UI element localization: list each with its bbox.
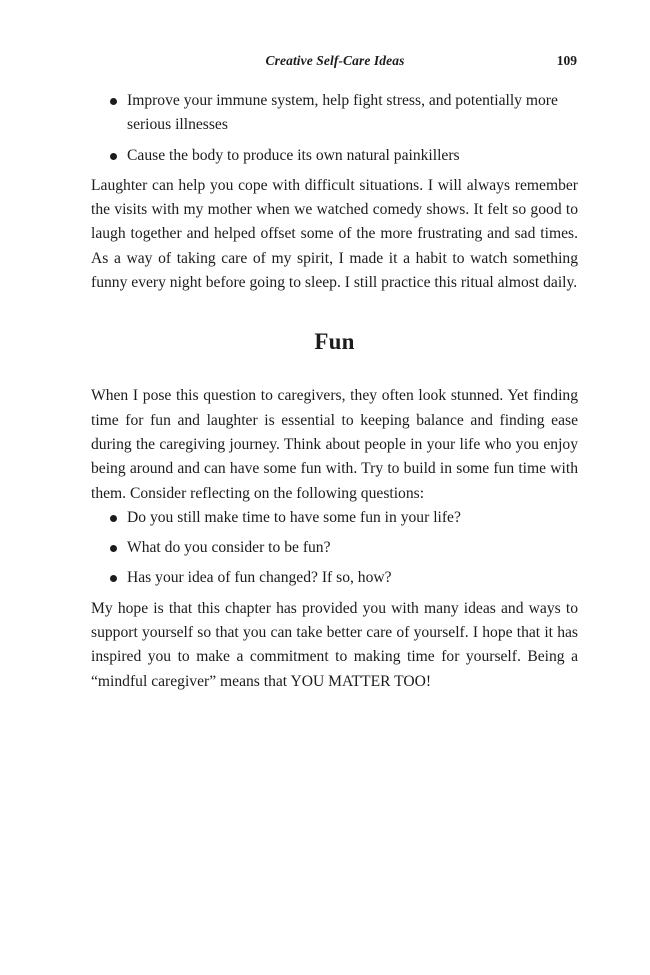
running-title: Creative Self-Care Ideas [265,53,405,68]
fun-intro-paragraph: When I pose this question to caregivers, they often look stunned. Yet finding time for fun and laughter is essential to keeping balance and finding ease during the caregiving journey. Think about people in your life who you enjoy being around and can have some fun with. Try to build in some fun time with them. Consider reflecting on the following questions: [91,387,578,502]
list-item: Do you still make time to have some fun in your life? [91,506,578,530]
laughter-paragraph: Laughter can help you cope with difficult situations. I will always remember the visits with my mother when we watched comedy shows. It felt so good to laugh together and helped offset some of the more frustrating and sad times. As a way of taking care of my spirit, I made it a habit to watch something funny every night before going to sleep. I still practice this ritual almost daily. [91,176,578,292]
benefits-list [91,89,578,168]
section-heading: Fun [314,329,355,355]
running-header [0,53,650,73]
reflection-questions-list [91,506,578,591]
list-item: Cause the body to produce its own natural painkillers [91,144,578,168]
list-item: Improve your immune system, help fight stress, and potentially more serious illnesses [91,89,578,138]
closing-paragraph: My hope is that this chapter has provided you with many ideas and ways to support yourself so that you can take better care of yourself. I hope that it has inspired you to make a commitment to making time for yourself. Being a “mindful caregiver” means that YOU MATTER TOO! [91,599,578,690]
list-item: What do you consider to be fun? [91,536,578,560]
list-item: Has your idea of fun changed? If so, how? [91,566,578,590]
page-number: 109 [556,53,577,68]
page-body [91,89,578,694]
